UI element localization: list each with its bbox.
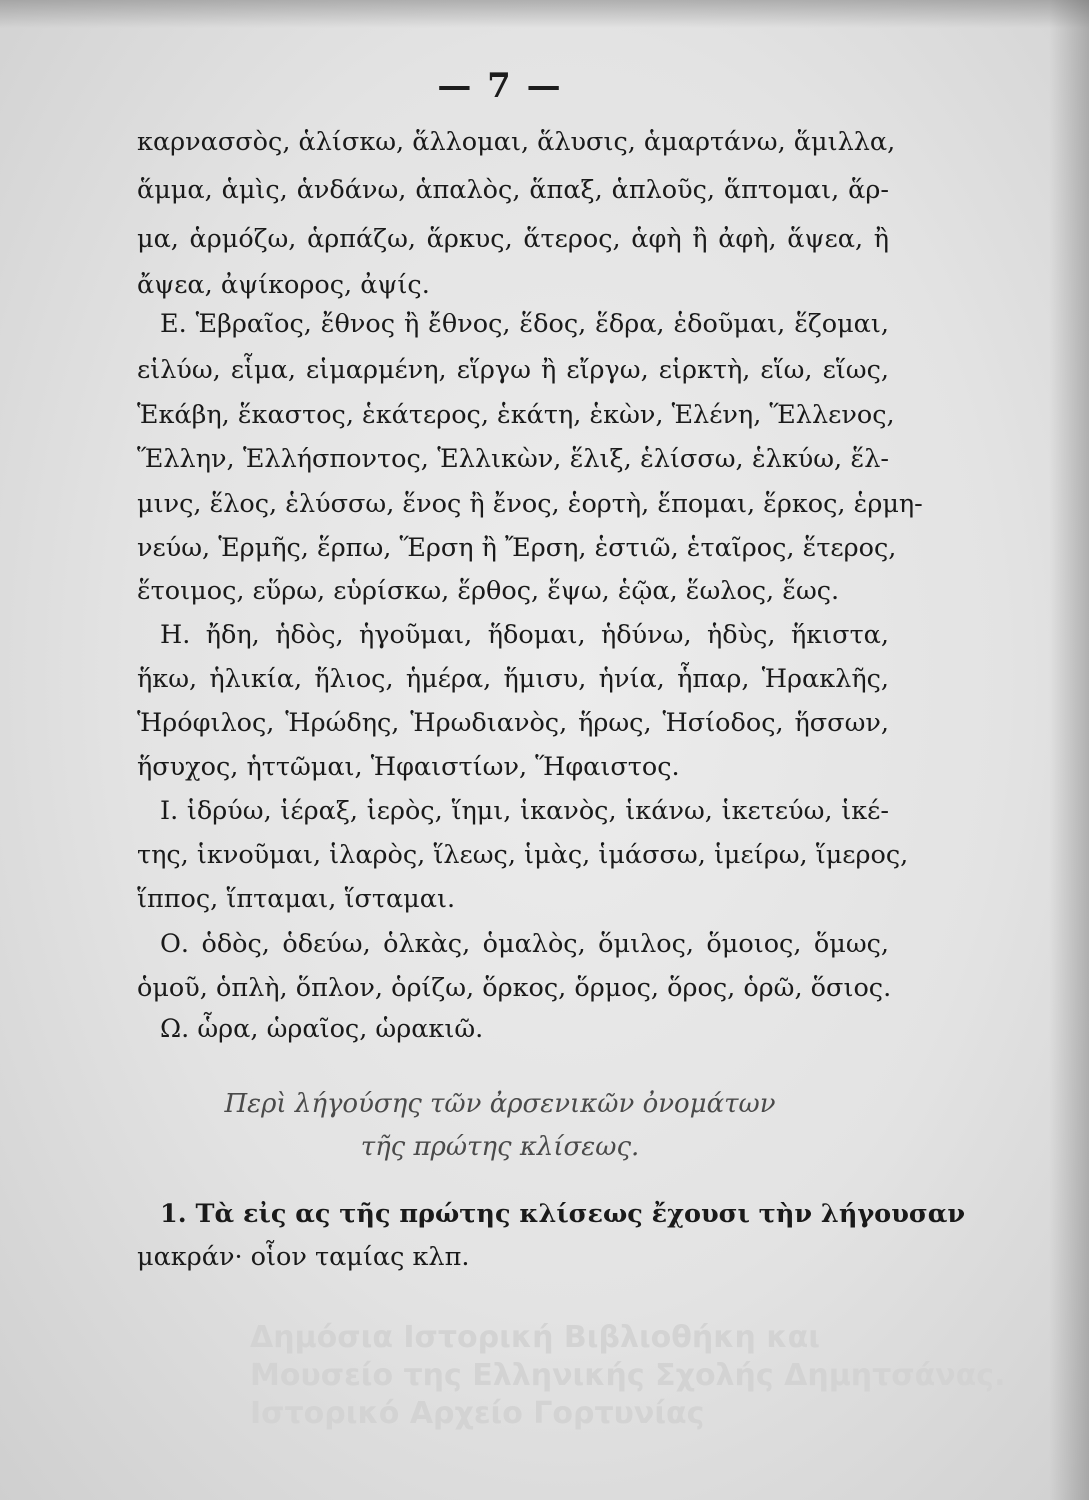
text-line: Ω. ὧρα, ὡραῖος, ὡρακιῶ. bbox=[160, 1014, 484, 1044]
text-line: μα, ἁρμόζω, ἁρπάζω, ἅρκυς, ἅτερος, ἁφὴ ἢ ἀφὴ, ἅψεα, ἢ bbox=[137, 224, 889, 254]
text-line: Ε. Ἑβραῖος, ἔθνος ἢ ἔθνος, ἕδος, ἕδρα, ἑδοῦμαι, ἕζομαι, bbox=[160, 309, 889, 339]
text-line: ἅμμα, ἁμὶς, ἁνδάνω, ἁπαλὸς, ἅπαξ, ἁπλοῦς, ἅπτομαι, ἅρ- bbox=[137, 175, 889, 205]
text-line: μινς, ἕλος, ἑλύσσω, ἕνος ἢ ἔνος, ἑορτὴ, ἕπομαι, ἕρκος, ἑρμη- bbox=[137, 489, 923, 519]
watermark-line: Μουσείο της Ελληνικής Σχολής Δημητσάνας. bbox=[250, 1358, 1006, 1393]
text-line: Ἡρόφιλος, Ἡρώδης, Ἡρωδιανὸς, ἥρως, Ἡσίοδος, ἥσσων, bbox=[137, 708, 889, 738]
text-line: νεύω, Ἑρμῆς, ἕρπω, Ἕρση ἢ Ἔρση, ἑστιῶ, ἑταῖρος, ἕτερος, bbox=[137, 533, 897, 563]
text-line: ἵππος, ἵπταμαι, ἵσταμαι. bbox=[137, 884, 456, 914]
text-line: ἥσυχος, ἡττῶμαι, Ἡφαιστίων, Ἥφαιστος. bbox=[137, 752, 680, 782]
text-line: της, ἱκνοῦμαι, ἱλαρὸς, ἵλεως, ἱμὰς, ἱμάσσω, ἱμείρω, ἵμερος, bbox=[137, 840, 909, 870]
text-line: εἱλύω, εἷμα, εἱμαρμένη, εἵργω ἢ εἴργω, εἱρκτὴ, εἵω, εἵως, bbox=[137, 355, 889, 385]
section-heading: Περὶ λήγούσης τῶν ἀρσενικῶν ὀνομάτων bbox=[224, 1089, 776, 1119]
watermark-line: Ιστορικό Αρχείο Γορτυνίας bbox=[250, 1396, 705, 1431]
text-line: Η. ἤδη, ἡδὸς, ἡγοῦμαι, ἥδομαι, ἡδύνω, ἡδὺς, ἥκιστα, bbox=[160, 620, 889, 650]
page-number: — 7 — bbox=[437, 66, 563, 106]
text-line: καρνασσὸς, ἁλίσκω, ἅλλομαι, ἅλυσις, ἁμαρτάνω, ἅμιλλα, bbox=[137, 127, 896, 157]
text-line: ἄψεα, ἀψίκορος, ἀψίς. bbox=[137, 270, 430, 300]
watermark-line: Δημόσια Ιστορική Βιβλιοθήκη και bbox=[250, 1320, 820, 1355]
page-shadow-top bbox=[0, 0, 1089, 28]
text-line: ἕτοιμος, εὕρω, εὑρίσκω, ἕρθος, ἕψω, ἑῷα, ἕωλος, ἕως. bbox=[137, 576, 840, 606]
text-line: ἥκω, ἡλικία, ἥλιος, ἡμέρα, ἥμισυ, ἡνία, ἧπαρ, Ἡρακλῆς, bbox=[137, 664, 889, 694]
text-line: Ἑκάβη, ἕκαστος, ἑκάτερος, ἑκάτη, ἑκὼν, Ἑλένη, Ἕλλενος, bbox=[137, 400, 895, 430]
text-line: Ἕλλην, Ἑλλήσποντος, Ἑλλικὼν, ἕλιξ, ἑλίσσω, ἑλκύω, ἕλ- bbox=[137, 444, 889, 474]
text-line: Ι. ἱδρύω, ἱέραξ, ἱερὸς, ἵημι, ἱκανὸς, ἱκάνω, ἱκετεύω, ἱκέ- bbox=[160, 796, 889, 826]
text-line: ὁμοῦ, ὁπλὴ, ὅπλον, ὁρίζω, ὅρκος, ὅρμος, ὅρος, ὁρῶ, ὅσιος. bbox=[137, 973, 892, 1003]
rule-line: 1. Τὰ εἰς ας τῆς πρώτης κλίσεως ἔχουσι τὴν λήγουσαν bbox=[160, 1199, 966, 1229]
text-line: Ο. ὁδὸς, ὁδεύω, ὁλκὰς, ὁμαλὸς, ὅμιλος, ὅμοιος, ὅμως, bbox=[160, 929, 889, 959]
section-heading-subtitle: τῆς πρώτης κλίσεως. bbox=[360, 1132, 640, 1162]
rule-line: μακράν· οἷον ταμίας κλπ. bbox=[137, 1242, 470, 1272]
page-shadow-right bbox=[1049, 0, 1089, 1500]
